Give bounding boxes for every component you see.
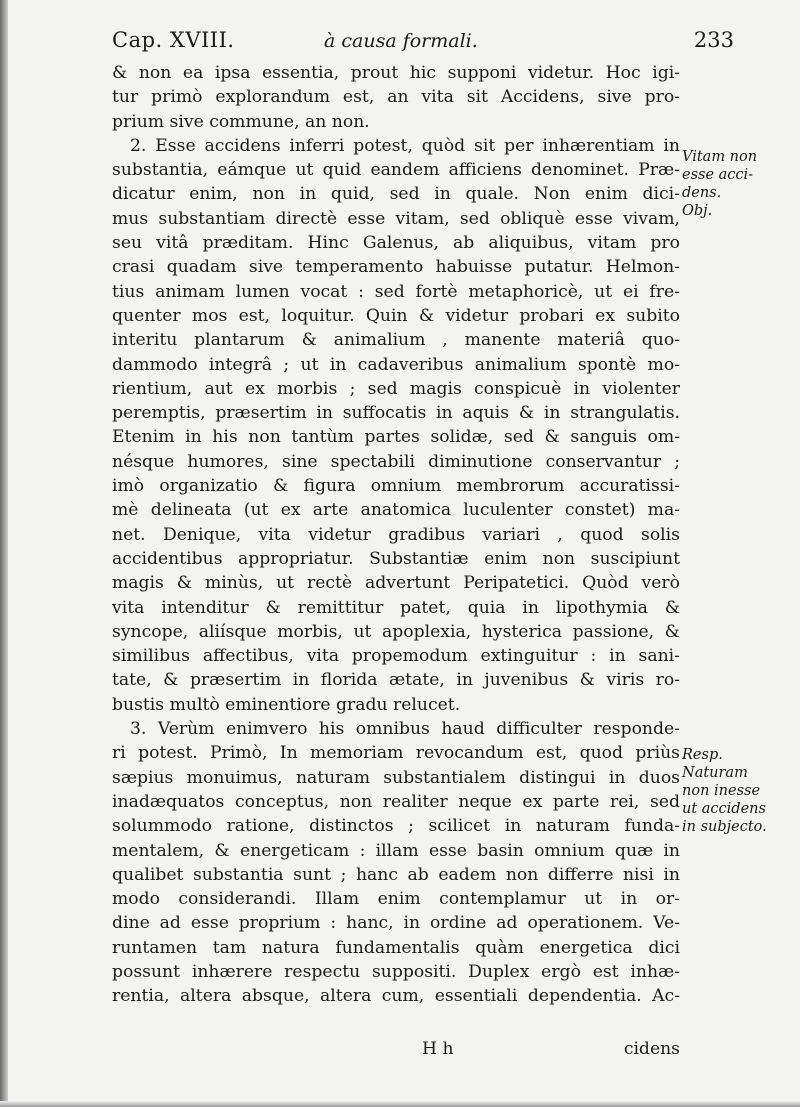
- text-line: qualibet substantia sunt ; hanc ab eadem non differre nisi in: [112, 864, 680, 885]
- text-line: interitu plantarum & animalium , manente materiâ quo-: [112, 330, 680, 351]
- text-line: mus substantiam directè esse vitam, sed obliquè esse vivam,: [112, 208, 680, 229]
- margin-note-line: esse acci-: [682, 167, 754, 183]
- margin-note-line: Obj.: [682, 203, 713, 219]
- text-line: quenter mos est, loquitur. Quin & videtur probari ex subito: [112, 305, 680, 326]
- margin-note-response: [682, 746, 792, 836]
- margin-note-line: ut accidens: [682, 801, 766, 817]
- margin-note-line: Resp.: [682, 747, 723, 763]
- margin-note-line: Naturam: [682, 765, 748, 781]
- text-line: mentalem, & energeticam : illam esse basin omnium quæ in: [112, 840, 680, 861]
- body-text: [112, 61, 680, 1009]
- text-line: runtamen tam natura fundamentalis quàm energetica dici: [112, 937, 680, 958]
- margin-note-line: Vitam non: [682, 149, 758, 165]
- margin-note-line: dens.: [682, 185, 722, 201]
- text-line: syncope, aliísque morbis, ut apoplexia, hysterica passione, &: [112, 621, 680, 642]
- text-line: vita intenditur & remittitur patet, quia in lipothymia &: [112, 597, 680, 618]
- text-line: modo considerandi. Illam enim contemplamur ut in or-: [112, 889, 680, 910]
- margin-note-line: non inesse: [682, 783, 761, 799]
- text-line: similibus affectibus, vita propemodum extinguitur : in sani-: [112, 646, 680, 667]
- text-line: tate, & præsertim in florida ætate, in juvenibus & viris ro-: [112, 670, 680, 691]
- text-line: tur primò explorandum est, an vita sit Accidens, sive pro-: [112, 87, 680, 108]
- text-line: prium sive commune, an non.: [112, 111, 370, 132]
- text-line: substantia, eámque ut quid eandem afficiens denominet. Præ-: [112, 160, 680, 181]
- text-line: dine ad esse proprium : hanc, in ordine ad operationem. Ve-: [112, 913, 680, 934]
- text-line: rientium, aut ex morbis ; sed magis conspicuè in violenter: [112, 378, 680, 399]
- text-line: inadæquatos conceptus, non realiter neque ex parte rei, sed: [112, 791, 680, 812]
- text-line: dammodo integrâ ; ut in cadaveribus animalium spontè mo-: [112, 354, 680, 375]
- text-line: peremptis, præsertim in suffocatis in aquis & in strangulatis.: [112, 403, 680, 424]
- text-line: mè delineata (ut ex arte anatomica luculenter constet) ma-: [112, 500, 680, 521]
- text-line: rentia, altera absque, altera cum, essentiali dependentia. Ac-: [112, 986, 680, 1007]
- text-line: imò organizatio & figura omnium membrorum accuratissi-: [112, 476, 680, 497]
- text-line: 2. Esse accidens inferri potest, quòd sit per inhærentiam in: [130, 135, 680, 156]
- signature-mark: H h: [422, 1039, 454, 1059]
- chapter-label: Cap. XVIII.: [112, 28, 235, 52]
- margin-note-objection: [682, 148, 792, 220]
- text-line: sæpius monuimus, naturam substantialem distingui in duos: [112, 767, 680, 788]
- text-line: ri potest. Primò, In memoriam revocandum est, quod priùs: [112, 743, 680, 764]
- text-line: crasi quadam sive temperamento habuisse putatur. Helmon-: [112, 257, 680, 278]
- text-line: net. Denique, vita videtur gradibus variari , quod solis: [112, 524, 680, 545]
- margin-note-line: in subjecto.: [682, 819, 767, 835]
- text-line: 3. Verùm enimvero his omnibus haud difficulter responde-: [130, 719, 680, 740]
- text-line: seu vitâ præditam. Hinc Galenus, ab aliquibus, vitam pro: [112, 233, 680, 254]
- text-line: bustis multò eminentiore gradu relucet.: [112, 694, 461, 715]
- text-line: magis & minùs, ut rectè advertunt Peripatetici. Quòd verò: [112, 573, 680, 594]
- page-footer: [112, 1039, 680, 1065]
- catchword: cidens: [623, 1039, 680, 1059]
- running-head: [112, 28, 734, 58]
- text-line: tius animam lumen vocat : sed fortè metaphoricè, ut ei fre-: [112, 281, 680, 302]
- text-line: & non ea ipsa essentia, prout hic supponi videtur. Hoc igi-: [112, 63, 680, 83]
- page-gutter-shadow: [0, 0, 8, 1107]
- running-title: à causa formali.: [324, 30, 478, 52]
- text-line: dicatur enim, non in quid, sed in quale. Non enim dici-: [112, 184, 680, 205]
- page-bottom-edge: [0, 1101, 800, 1107]
- text-line: Etenim in his non tantùm partes solidæ, sed & sanguis om-: [112, 427, 680, 448]
- text-line: possunt inhærere respectu suppositi. Duplex ergò est inhæ-: [112, 961, 680, 982]
- page-number: 233: [693, 28, 734, 52]
- text-line: solummodo ratione, distinctos ; scilicet in naturam funda-: [112, 816, 680, 837]
- text-line: accidentibus appropriatur. Substantiæ enim non suscipiunt: [112, 548, 680, 569]
- text-line: nésque humores, sine spectabili diminutione conservantur ;: [112, 451, 680, 472]
